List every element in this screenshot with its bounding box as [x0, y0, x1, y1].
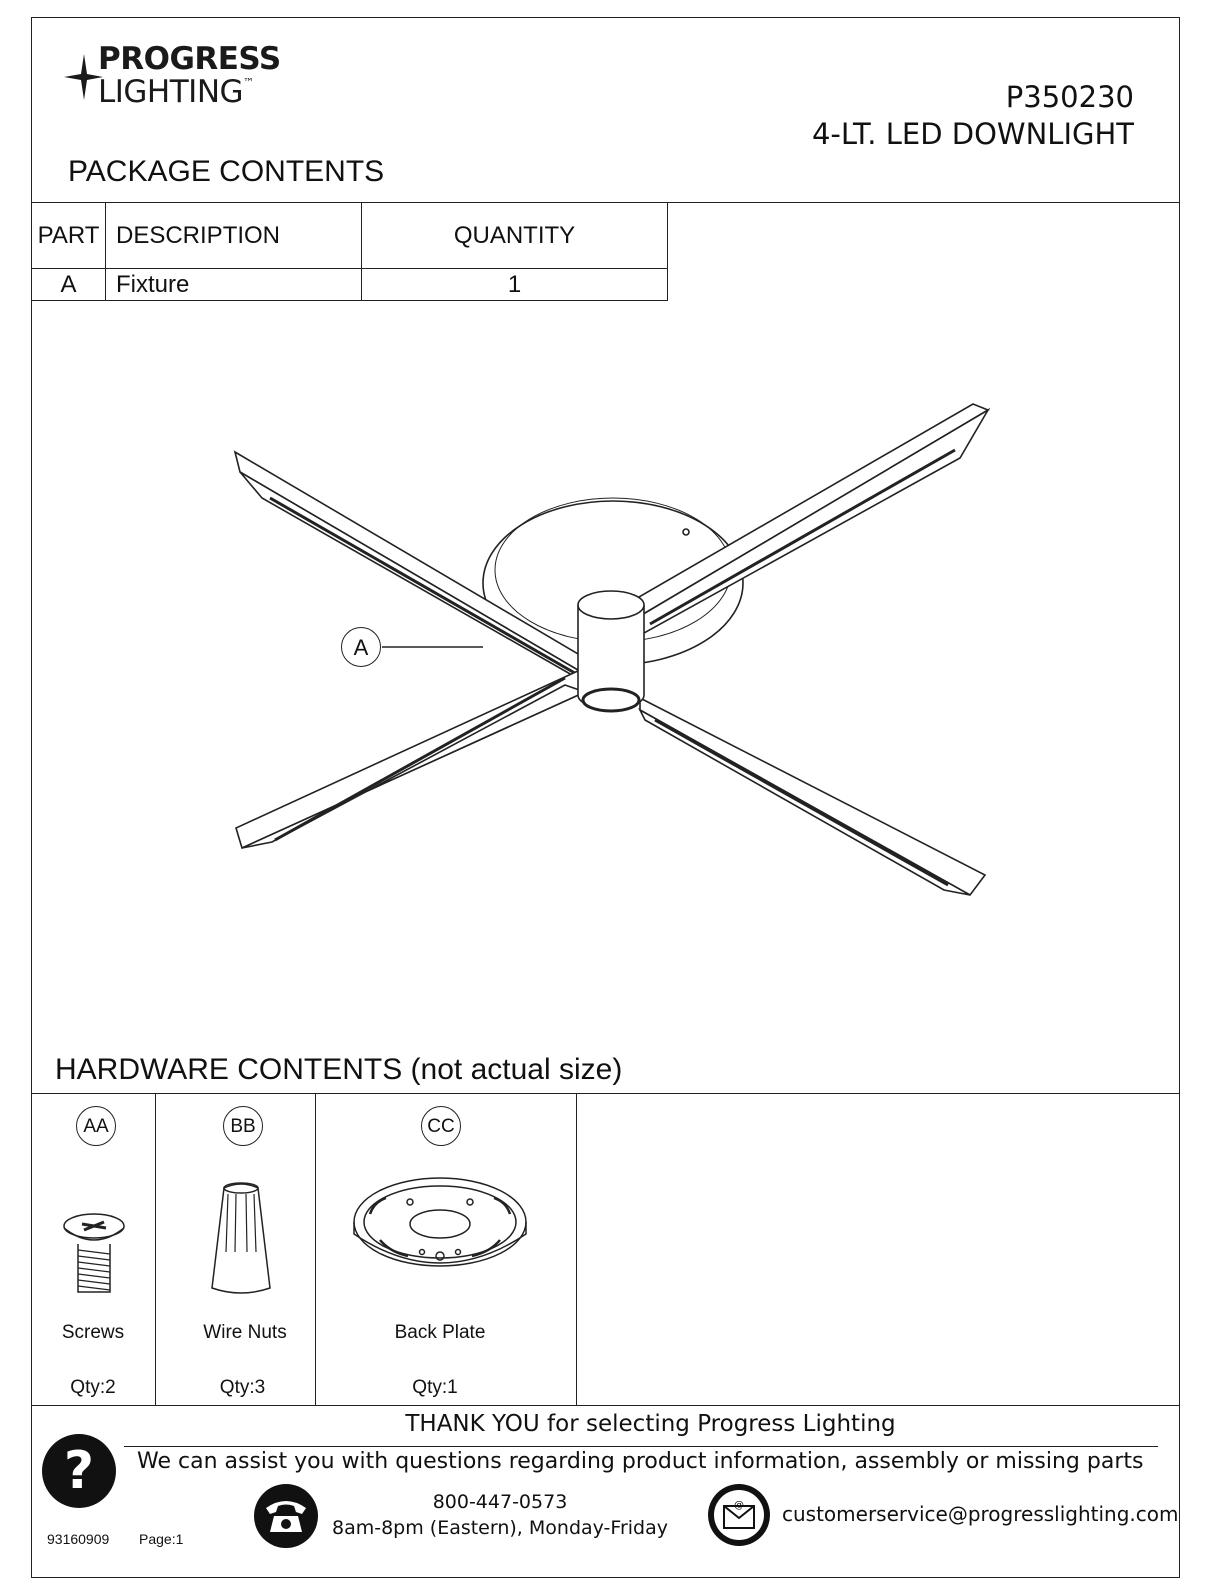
phone-number[interactable]: 800-447-0573: [432, 1491, 568, 1513]
thank-you-text: THANK YOU for selecting Progress Lighting: [405, 1411, 896, 1437]
code-aa: AA: [76, 1106, 116, 1146]
divider-hw-2: [315, 1093, 316, 1405]
name-aa: Screws: [61, 1322, 125, 1343]
model-number: P350230: [1005, 80, 1134, 114]
callout-a: A: [341, 627, 381, 667]
telephone-icon: [252, 1482, 320, 1550]
center-hub-lens: [583, 689, 639, 711]
product-name: 4-LT. LED DOWNLIGHT: [811, 117, 1134, 151]
hardware-contents-title: HARDWARE CONTENTS (not actual size): [55, 1053, 623, 1086]
fixture-illustration: [200, 380, 1020, 920]
email-link[interactable]: customerservice@progresslighting.com: [782, 1502, 1179, 1526]
row-description: Fixture: [106, 269, 362, 301]
header-quantity: QUANTITY: [362, 203, 668, 269]
brand-line1: PROGRESS: [98, 41, 281, 77]
brand-line2: LIGHTING™: [98, 74, 254, 110]
name-bb: Wire Nuts: [203, 1322, 287, 1343]
svg-text:@: @: [734, 1500, 744, 1511]
header-part: PART: [32, 203, 106, 269]
qty-cc: Qty:1: [412, 1377, 458, 1398]
code-cc: CC: [421, 1106, 461, 1146]
parts-table: [31, 202, 668, 301]
divider-hardware: [31, 1093, 1180, 1094]
brand-trademark: ™: [243, 76, 254, 89]
divider-thanks: [124, 1446, 1158, 1447]
doc-number: 93160909: [47, 1531, 110, 1547]
arm-lower-right: [640, 698, 985, 895]
envelope-icon: [706, 1482, 772, 1548]
divider-footer: [31, 1405, 1180, 1406]
code-bb: BB: [223, 1106, 263, 1146]
svg-text:?: ?: [63, 1441, 95, 1501]
phone-hours: 8am-8pm (Eastern), Monday-Friday: [331, 1517, 669, 1539]
parts-header-row: [32, 203, 668, 269]
table-row: [32, 269, 668, 301]
wire-nut-icon: [206, 1180, 276, 1298]
page-number: Page:1: [139, 1531, 184, 1547]
header-description: DESCRIPTION: [106, 203, 362, 269]
qty-bb: Qty:3: [219, 1377, 266, 1398]
arm-upper-right: [620, 404, 988, 616]
assist-text: We can assist you with questions regarding product information, assembly or missing parts: [137, 1449, 1144, 1474]
question-icon: [40, 1432, 118, 1510]
arm-lower-left-led: [275, 678, 565, 840]
package-contents-title: PACKAGE CONTENTS: [68, 155, 385, 188]
name-cc: Back Plate: [394, 1322, 486, 1343]
row-part: A: [32, 269, 106, 301]
arm-lower-right-led: [655, 720, 948, 885]
row-quantity: 1: [362, 269, 668, 301]
qty-aa: Qty:2: [70, 1377, 116, 1398]
back-plate-icon: [350, 1172, 530, 1284]
screw-icon: [62, 1212, 126, 1298]
center-hub-top: [578, 591, 644, 619]
divider-hw-1: [155, 1093, 156, 1405]
divider-hw-3: [576, 1093, 577, 1405]
